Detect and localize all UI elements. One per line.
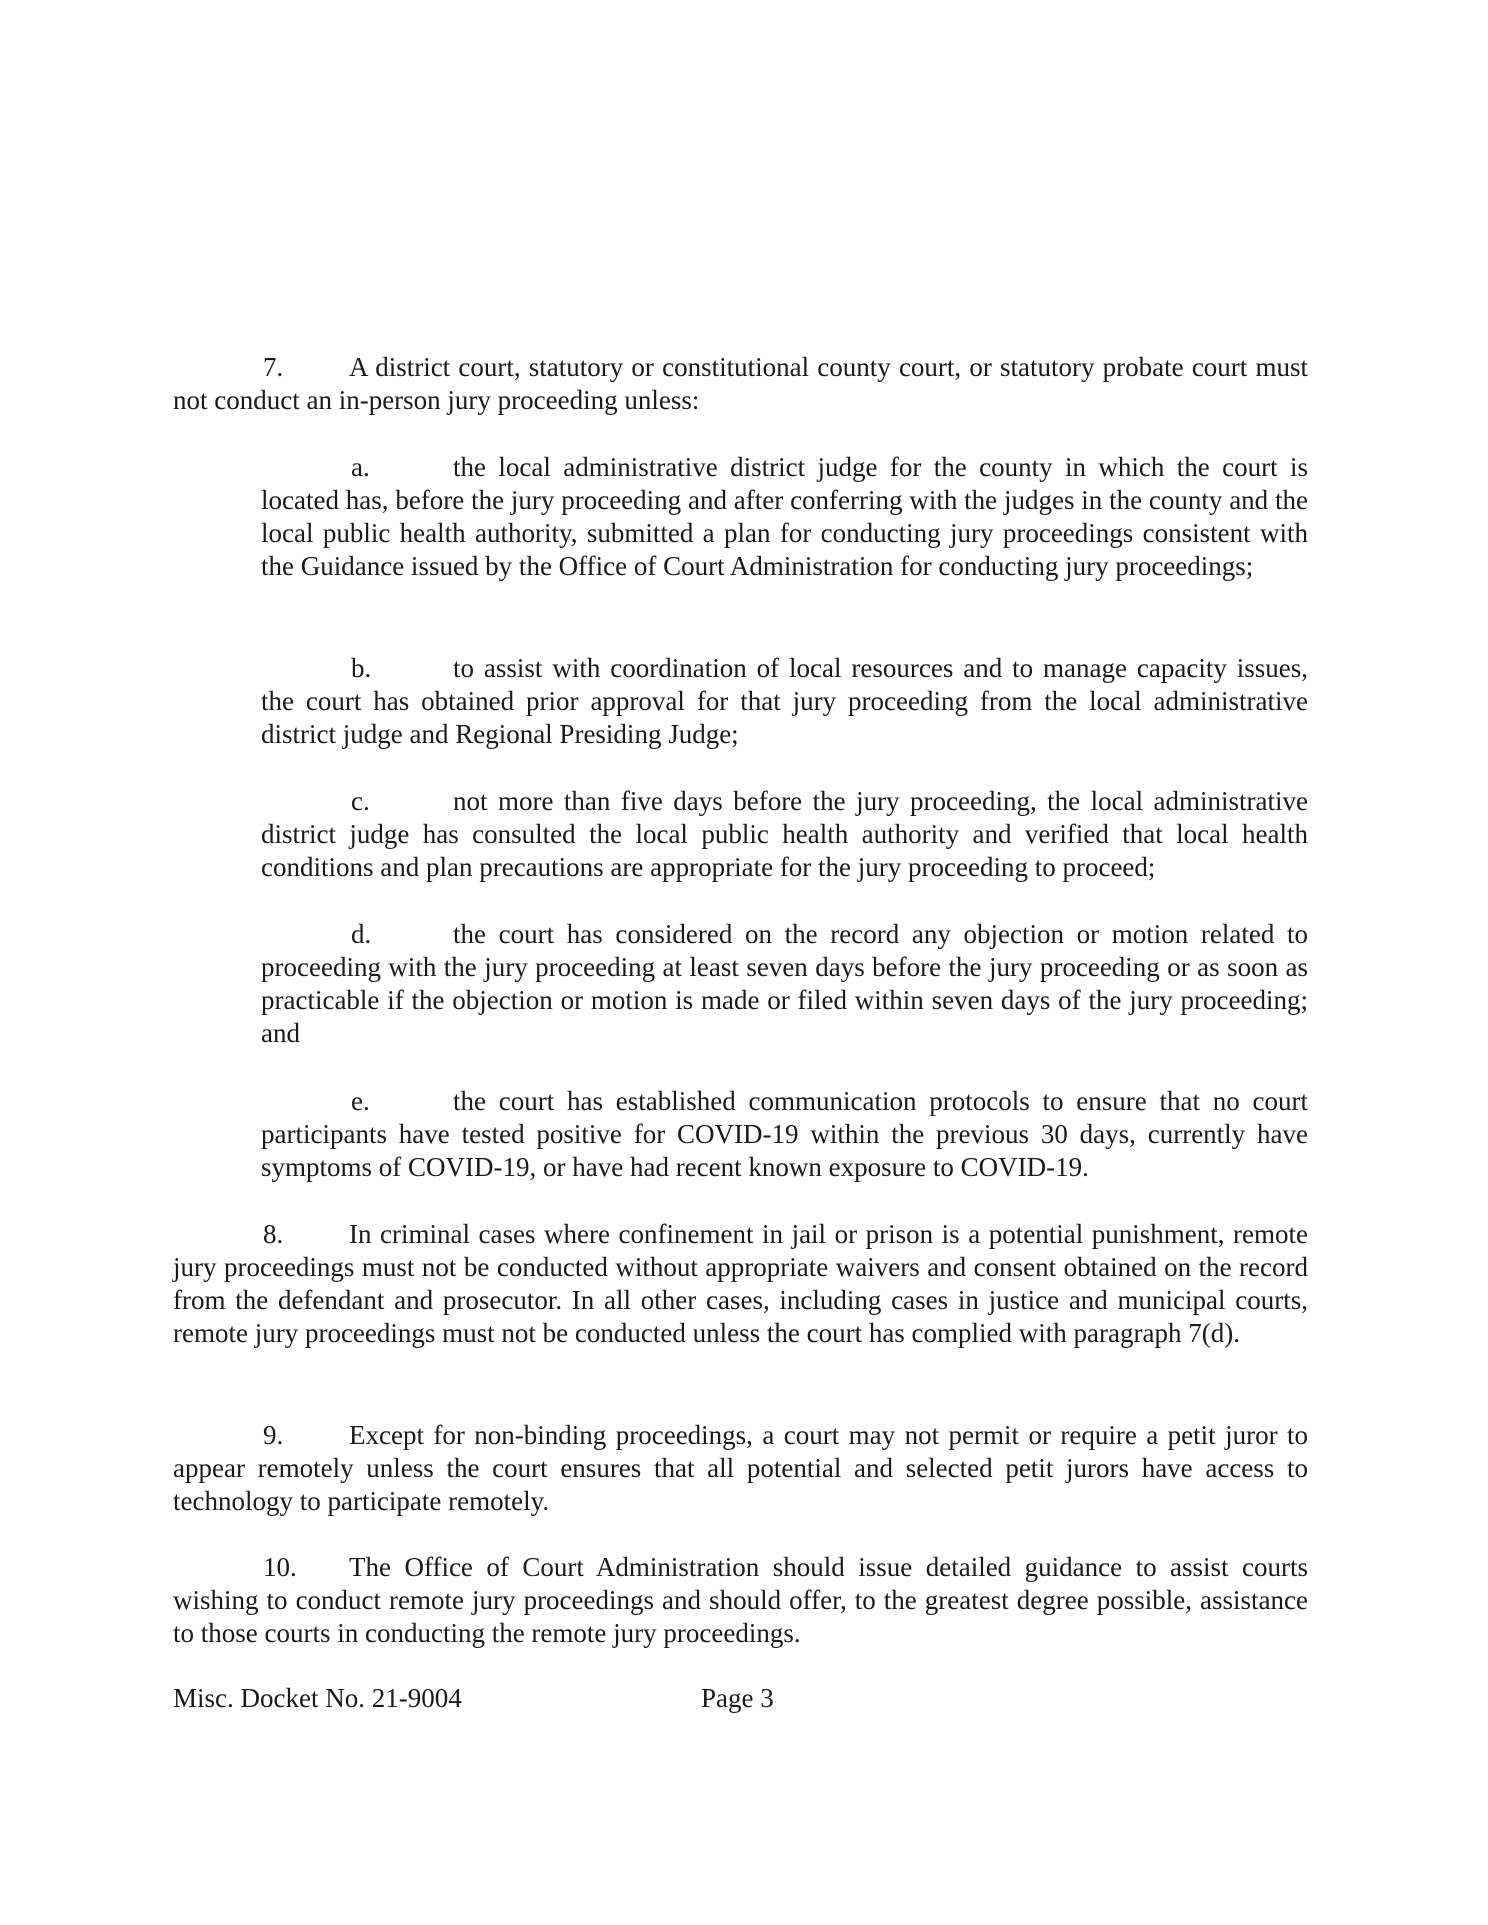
paragraph-number: 10. [263, 1552, 297, 1582]
subparagraph-text: the local administrative district judge for the county in which the court is located has, before the jury proceeding and after conferring with the judges in the county and the local public health authority, submitted a plan for conducting jury proceedings consistent with the Guidance issued by the Office of Court Administration for conducting jury proceedings; [261, 452, 1308, 581]
paragraph-number: 8. [263, 1219, 284, 1249]
paragraph-9 [173, 1419, 1308, 1518]
paragraph-text: The Office of Court Administration should issue detailed guidance to assist courts wishing to conduct remote jury proceedings and should offer, to the greatest degree possible, assistance to those courts in conducting the remote jury proceedings. [173, 1552, 1308, 1648]
subparagraph-a [261, 451, 1308, 583]
paragraph-number: 7. [263, 352, 284, 382]
paragraph-text: A district court, statutory or constitutional county court, or statutory probate court must not conduct an in-person jury proceeding unless: [173, 352, 1308, 415]
subparagraph-letter: a. [351, 452, 370, 482]
subparagraph-b [261, 652, 1308, 751]
subparagraph-d [261, 918, 1308, 1050]
subparagraph-text: not more than five days before the jury proceeding, the local administrative district judge has consulted the local public health authority and verified that local health conditions and plan precautions are appropriate for the jury proceeding to proceed; [261, 786, 1308, 882]
subparagraph-text: the court has established communication protocols to ensure that no court participants have tested positive for COVID-19 within the previous 30 days, currently have symptoms of COVID-19, or have had recent known exposure to COVID-19. [261, 1086, 1308, 1182]
paragraph-8 [173, 1218, 1308, 1350]
subparagraph-text: the court has considered on the record any objection or motion related to proceeding with the jury proceeding at least seven days before the jury proceeding or as soon as practicable if the objection or motion is made or filed within seven days of the jury proceeding; and [261, 919, 1308, 1048]
paragraph-number: 9. [263, 1420, 284, 1450]
paragraph-10 [173, 1551, 1308, 1650]
subparagraph-text: to assist with coordination of local resources and to manage capacity issues, the court has obtained prior approval for that jury proceeding from the local administrative district judge and Regional Presiding Judge; [261, 653, 1308, 749]
paragraph-7 [173, 351, 1308, 417]
footer-page-number: Page 3 [701, 1683, 774, 1713]
subparagraph-letter: b. [351, 653, 372, 683]
paragraph-text: Except for non-binding proceedings, a court may not permit or require a petit juror to appear remotely unless the court ensures that all potential and selected petit jurors have access to technology to participate remotely. [173, 1420, 1308, 1516]
subparagraph-letter: e. [351, 1086, 370, 1116]
subparagraph-e [261, 1085, 1308, 1184]
paragraph-text: In criminal cases where confinement in jail or prison is a potential punishment, remote jury proceedings must not be conducted without appropriate waivers and consent obtained on the record from the defendant and prosecutor. In all other cases, including cases in justice and municipal courts, remote jury proceedings must not be conducted unless the court has complied with paragraph 7(d). [173, 1219, 1308, 1348]
subparagraph-c [261, 785, 1308, 884]
subparagraph-letter: c. [351, 786, 370, 816]
footer-docket-number: Misc. Docket No. 21-9004 [173, 1683, 462, 1713]
subparagraph-letter: d. [351, 919, 372, 949]
